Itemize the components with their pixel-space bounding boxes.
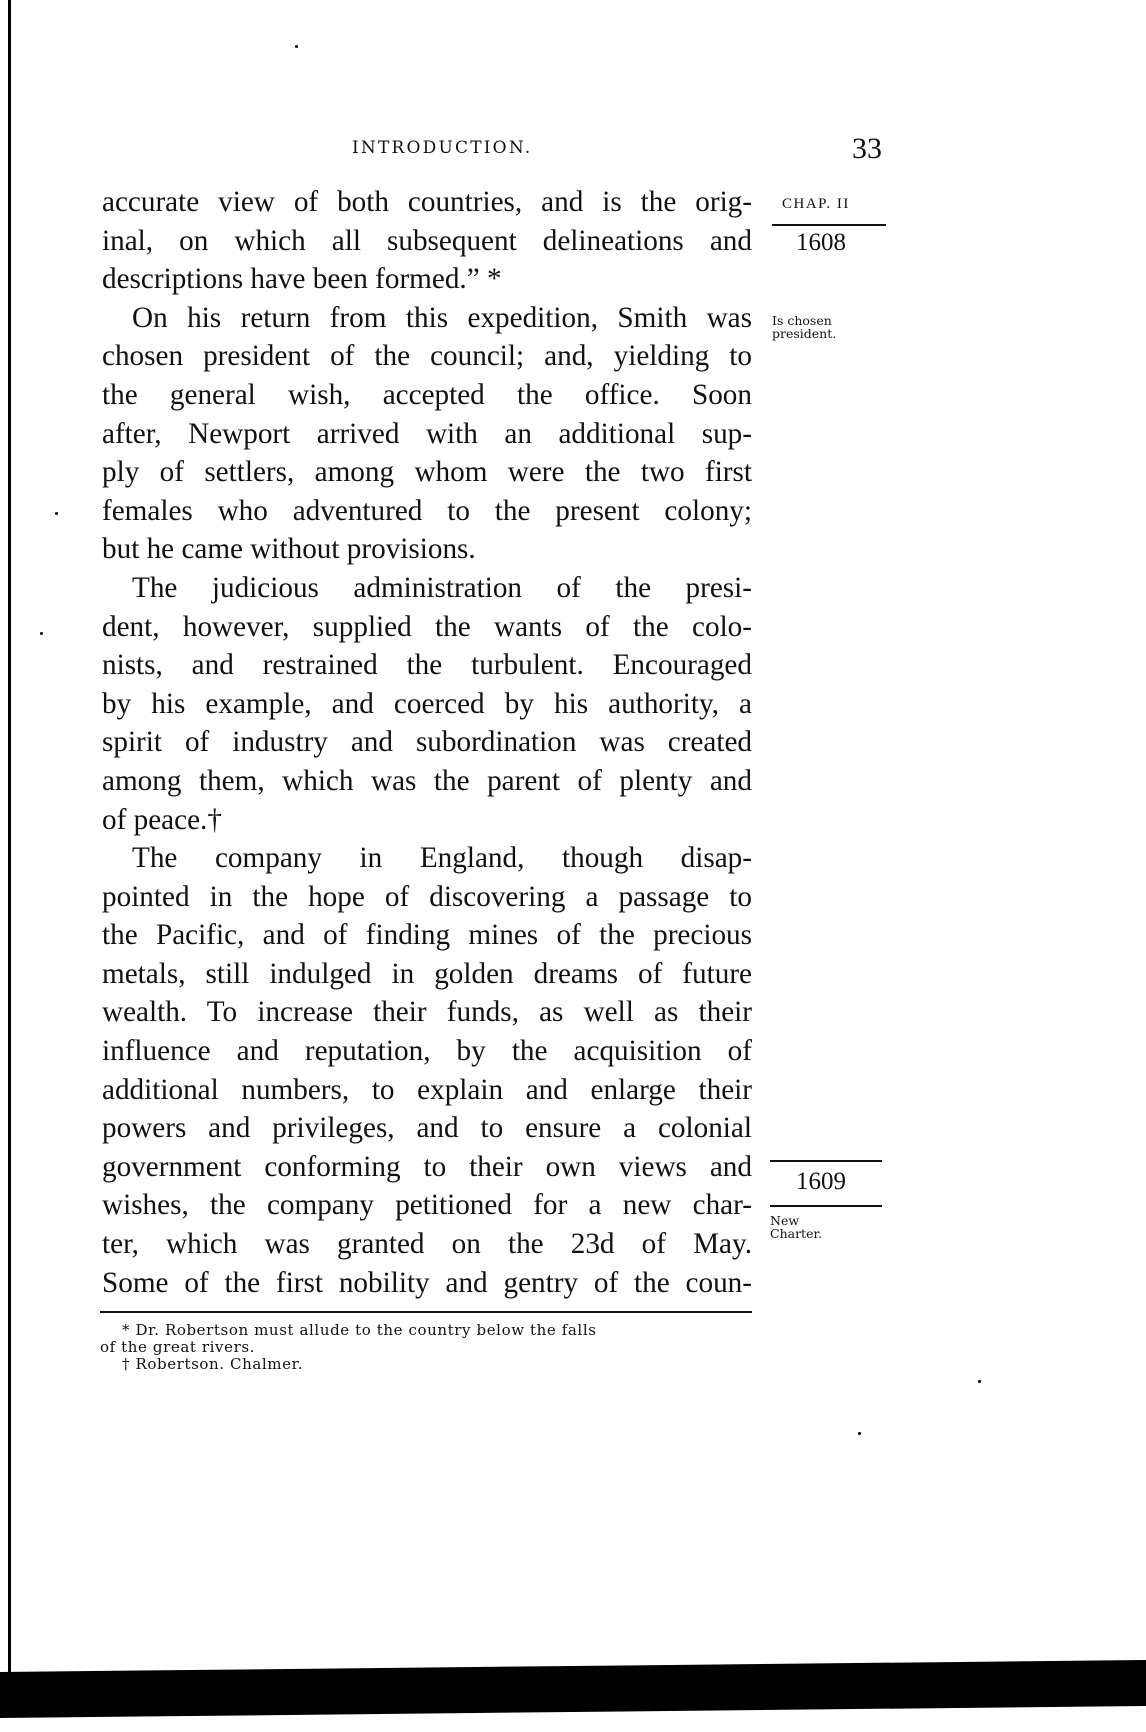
text-line: powers and privileges, and to ensure a colonial	[102, 1112, 752, 1145]
text-line: The company in England, though disap-	[132, 842, 752, 875]
scan-speck	[858, 1432, 861, 1435]
footnote-rule	[100, 1311, 752, 1313]
scan-speck	[978, 1380, 981, 1383]
scan-bottom-edge	[0, 1660, 1146, 1718]
footnotes	[100, 1322, 752, 1373]
text-line: among them, which was the parent of plenty and	[102, 764, 752, 797]
text-line: by his example, and coerced by his authority, a	[102, 687, 752, 720]
margin-note-line: president.	[772, 326, 837, 341]
footnote: * Dr. Robertson must allude to the country below the falls	[122, 1321, 597, 1339]
text-line: descriptions have been formed.” *	[102, 263, 502, 296]
margin-rule	[772, 224, 886, 226]
margin-year: 1609	[796, 1168, 846, 1195]
scan-speck	[55, 512, 58, 515]
text-line: females who adventured to the present colony;	[102, 494, 752, 527]
text-line: accurate view of both countries, and is the orig-	[102, 186, 752, 218]
text-line: ter, which was granted on the 23d of May.	[102, 1228, 752, 1261]
footnote: † Robertson. Chalmer.	[122, 1355, 304, 1373]
text-line: after, Newport arrived with an additional sup-	[102, 417, 752, 450]
text-line: but he came without provisions.	[102, 533, 476, 566]
text-line: On his return from this expedition, Smith was	[132, 301, 752, 334]
scan-left-edge	[8, 0, 11, 1685]
text-line: wishes, the company petitioned for a new char-	[102, 1189, 752, 1222]
text-line: the Pacific, and of finding mines of the precious	[102, 919, 752, 952]
scan-speck	[295, 45, 298, 48]
margin-rule	[770, 1160, 882, 1162]
text-line: The judicious administration of the presi-	[132, 571, 752, 604]
margin-note-line: Charter.	[770, 1226, 823, 1241]
margin-year: 1608	[796, 229, 846, 256]
text-line: wealth. To increase their funds, as well as their	[102, 996, 752, 1029]
margin-note-chosen-president	[772, 314, 836, 340]
text-line: additional numbers, to explain and enlarge their	[102, 1073, 752, 1106]
text-line: Some of the first nobility and gentry of the coun-	[102, 1266, 752, 1299]
text-line: influence and reputation, by the acquisition of	[102, 1035, 752, 1068]
text-line: of peace.†	[102, 803, 222, 836]
body-text	[102, 183, 752, 1302]
margin-note-line: New	[770, 1213, 800, 1228]
text-line: pointed in the hope of discovering a passage to	[102, 880, 752, 913]
scan-speck	[40, 632, 43, 635]
running-head: INTRODUCTION.	[352, 138, 533, 158]
text-line: spirit of industry and subordination was created	[102, 726, 752, 759]
page-number: 33	[852, 132, 882, 165]
text-line: metals, still indulged in golden dreams of future	[102, 957, 752, 990]
margin-note-line: Is chosen	[772, 313, 832, 328]
text-line: inal, on which all subsequent delineations and	[102, 224, 752, 257]
margin-note-new-charter	[770, 1214, 822, 1240]
text-line: chosen president of the council; and, yielding to	[102, 340, 752, 373]
text-line: nists, and restrained the turbulent. Encouraged	[102, 649, 752, 682]
footnote: of the great rivers.	[100, 1338, 256, 1356]
text-line: government conforming to their own views and	[102, 1150, 752, 1183]
text-line: dent, however, supplied the wants of the colo-	[102, 610, 752, 643]
text-line: the general wish, accepted the office. Soon	[102, 378, 752, 411]
margin-rule	[770, 1205, 882, 1207]
margin-chapter: CHAP. II	[782, 196, 850, 212]
text-line: ply of settlers, among whom were the two first	[102, 456, 752, 489]
